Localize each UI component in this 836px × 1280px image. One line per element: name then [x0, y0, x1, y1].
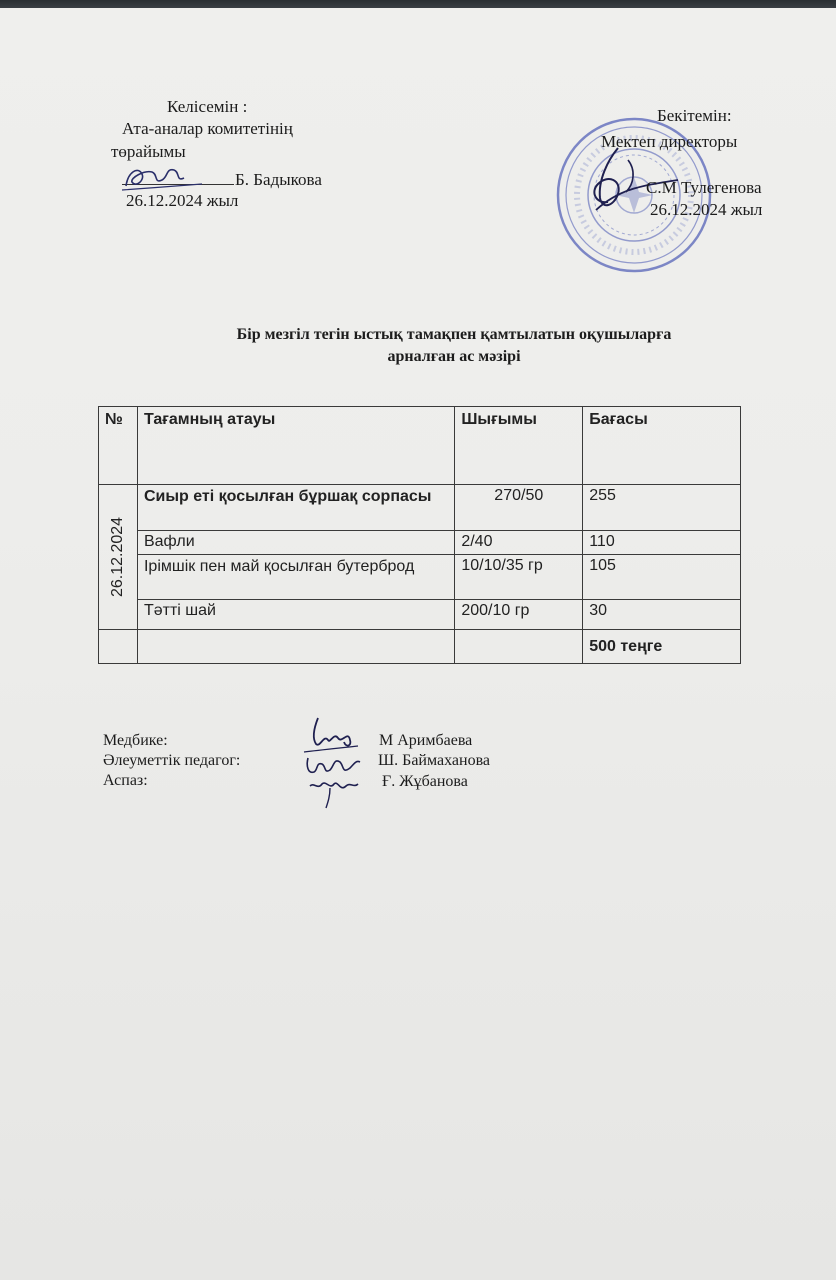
dish-name: Ірімшік пен май қосылған бутерброд [137, 555, 454, 600]
director-signer: С.М Тулегенова [646, 178, 762, 197]
dish-name: Вафли [137, 531, 454, 555]
dish-name: Сиыр еті қосылған бұршақ сорпасы [137, 485, 454, 531]
dish-price: 105 [583, 555, 741, 600]
approved-label: Бекітемін: [657, 106, 732, 125]
menu-date-cell [99, 485, 138, 630]
dish-yield: 10/10/35 гр [455, 555, 583, 600]
header-dish-name: Тағамның атауы [137, 407, 454, 485]
table-row [99, 555, 741, 600]
approved-date: 26.12.2024 жыл [650, 200, 763, 219]
dish-yield: 270/50 [455, 485, 583, 531]
dish-yield: 2/40 [455, 531, 583, 555]
agreed-label: Келісемін : [167, 97, 248, 116]
table-header-row [99, 407, 741, 485]
table-row [99, 531, 741, 555]
committee-title-line2: төрайымы [111, 142, 186, 161]
menu-table [98, 406, 741, 664]
table-row [99, 485, 741, 531]
agreed-date: 26.12.2024 жыл [126, 191, 239, 210]
dish-price: 255 [583, 485, 741, 531]
committee-signer: Б. Бадыкова [235, 170, 322, 189]
staff-signatures [300, 710, 380, 810]
document-title-line1: Бір мезгіл тегін ыстық тамақпен қамтылатын оқушыларға [236, 326, 672, 343]
dish-price: 30 [583, 600, 741, 630]
dish-price: 110 [583, 531, 741, 555]
header-price: Бағасы [583, 407, 741, 485]
dish-yield: 200/10 гр [455, 600, 583, 630]
menu-date: 26.12.2024 [108, 516, 126, 598]
staff-role-nurse: Медбике: [103, 732, 168, 749]
header-number: № [99, 407, 138, 485]
dish-name: Тәтті шай [137, 600, 454, 630]
total-price: 500 теңге [583, 630, 741, 664]
total-row [99, 630, 741, 664]
staff-name-nurse: М Аримбаева [379, 732, 473, 749]
committee-title-line1: Ата-аналар комитетінің [122, 119, 293, 138]
staff-role-cook: Аспаз: [103, 772, 148, 789]
staff-name-social-pedagogue: Ш. Баймаханова [378, 752, 491, 769]
director-position: Мектеп директоры [601, 132, 738, 151]
staff-name-cook: Ғ. Жұбанова [382, 773, 468, 790]
header-yield: Шығымы [455, 407, 583, 485]
staff-role-social-pedagogue: Әлеуметтік педагог: [103, 752, 241, 769]
document-title-line2: арналған ас мәзірі [387, 348, 521, 365]
table-row [99, 600, 741, 630]
